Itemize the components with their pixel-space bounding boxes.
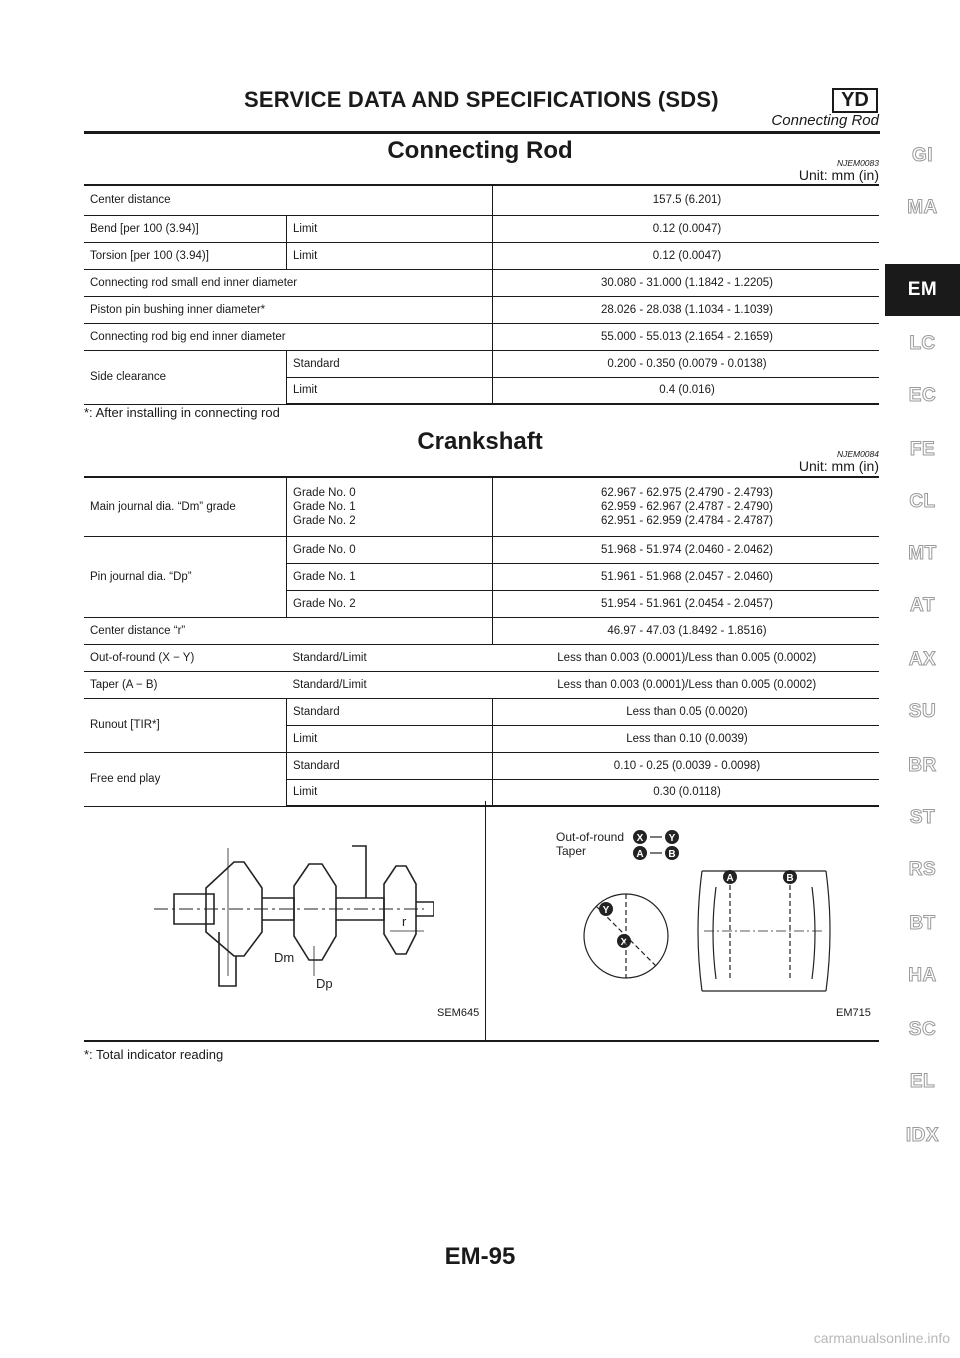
figure-row: [84, 801, 879, 1042]
tab-ma[interactable]: MA: [907, 197, 938, 218]
row-sublabel: Limit: [287, 779, 493, 806]
row-label: Connecting rod small end inner diameter: [84, 269, 493, 296]
row-label: Center distance: [84, 185, 493, 215]
row-value: 28.026 - 28.038 (1.1034 - 1.1039): [493, 296, 880, 323]
section-title-connecting-rod: Connecting Rod: [387, 137, 573, 164]
tab-at[interactable]: AT: [910, 595, 935, 616]
row-sublabel: Standard: [287, 350, 493, 377]
row-label: Pin journal dia. “Dp”: [84, 536, 287, 617]
table-row: [84, 698, 879, 725]
label-dp: Dp: [316, 976, 333, 991]
table-row: [84, 752, 879, 779]
header-title: SERVICE DATA AND SPECIFICATIONS (SDS): [244, 87, 719, 112]
tab-bt[interactable]: BT: [909, 913, 936, 934]
figure-divider: [485, 801, 486, 1040]
engine-code-badge: YD: [832, 88, 878, 113]
connecting-rod-table: [84, 184, 879, 405]
table-row: [84, 242, 879, 269]
label-r: r: [402, 914, 407, 929]
row-label: Torsion [per 100 (3.94)]: [84, 242, 287, 269]
row-sublabel: Limit: [287, 377, 493, 404]
grade-value: 62.967 - 62.975 (2.4790 - 2.4793): [601, 486, 773, 499]
crankshaft-table: [84, 476, 879, 807]
section-ref-connecting-rod: NJEM0083: [836, 158, 879, 168]
row-label: Piston pin bushing inner diameter*: [84, 296, 493, 323]
badge-y: Y: [668, 833, 676, 844]
table-row: [84, 215, 879, 242]
footnote-connecting-rod: *: After installing in connecting rod: [84, 405, 280, 420]
tab-lc[interactable]: LC: [909, 333, 936, 354]
row-label: Side clearance: [84, 350, 287, 404]
row-sublabel: Standard/Limit: [287, 671, 493, 698]
row-sublabel: Standard: [287, 752, 493, 779]
label-taper: Taper: [556, 844, 587, 858]
table-row: [84, 350, 879, 377]
row-value: 55.000 - 55.013 (2.1654 - 2.1659): [493, 323, 880, 350]
row-label: Center distance “r”: [84, 617, 493, 644]
tab-idx[interactable]: IDX: [905, 1125, 940, 1146]
grade-value: 62.951 - 62.959 (2.4784 - 2.4787): [601, 514, 773, 527]
row-label: Connecting rod big end inner diameter: [84, 323, 493, 350]
table-row: [84, 644, 879, 671]
tab-em[interactable]: EM: [885, 264, 960, 316]
grade-label: Grade No. 2: [293, 514, 356, 527]
tab-ha[interactable]: HA: [908, 965, 937, 986]
label-out-of-round: Out-of-round: [556, 830, 625, 844]
row-label: Runout [TIR*]: [84, 698, 287, 752]
row-sublabel: Grade No. 2: [287, 590, 493, 617]
tab-ax[interactable]: AX: [908, 649, 937, 670]
row-value: 0.10 - 0.25 (0.0039 - 0.0098): [493, 752, 880, 779]
journal-measurement-diagram: [554, 821, 854, 1001]
footnote-crankshaft: *: Total indicator reading: [84, 1047, 224, 1062]
row-value: 46.97 - 47.03 (1.8492 - 1.8516): [493, 617, 880, 644]
tab-sc[interactable]: SC: [908, 1019, 937, 1040]
row-sublabel: Grade No. 1: [287, 563, 493, 590]
row-value: Less than 0.05 (0.0020): [493, 698, 880, 725]
row-label: Free end play: [84, 752, 287, 806]
tab-mt[interactable]: MT: [908, 543, 937, 564]
tab-gi[interactable]: GI: [911, 145, 934, 166]
badge-x-circle: X: [620, 937, 628, 948]
table-row: [84, 323, 879, 350]
row-value: Less than 0.003 (0.0001)/Less than 0.005 (0.0002): [493, 671, 880, 698]
table-row: [84, 185, 879, 215]
row-sublabel: Limit: [287, 725, 493, 752]
grade-value: 62.959 - 62.967 (2.4787 - 2.4790): [601, 500, 773, 513]
row-value: 0.200 - 0.350 (0.0079 - 0.0138): [493, 350, 880, 377]
tab-st[interactable]: ST: [909, 807, 936, 828]
section-unit-crankshaft: Unit: mm (in): [798, 458, 879, 474]
row-value: 30.080 - 31.000 (1.1842 - 1.2205): [493, 269, 880, 296]
row-sublabel: [287, 477, 493, 536]
row-sublabel: Limit: [287, 215, 493, 242]
watermark: carmanualsonline.info: [813, 1330, 950, 1346]
badge-y-circle: Y: [602, 905, 610, 916]
row-sublabel: Limit: [287, 242, 493, 269]
badge-b-journal: B: [786, 873, 794, 884]
table-row: [84, 536, 879, 563]
table-row: [84, 617, 879, 644]
figure-caption-left: SEM645: [437, 1007, 480, 1019]
row-value: 51.961 - 51.968 (2.0457 - 2.0460): [493, 563, 880, 590]
section-unit-connecting-rod: Unit: mm (in): [798, 167, 879, 183]
label-dm: Dm: [274, 950, 295, 965]
row-sublabel: Grade No. 0: [287, 536, 493, 563]
grade-label: Grade No. 1: [293, 500, 356, 513]
row-value: 0.30 (0.0118): [493, 779, 880, 806]
row-sublabel: Standard/Limit: [287, 644, 493, 671]
tab-rs[interactable]: RS: [908, 859, 937, 880]
table-row: [84, 296, 879, 323]
tab-fe[interactable]: FE: [909, 439, 936, 460]
table-row: [84, 477, 879, 536]
row-value: Less than 0.003 (0.0001)/Less than 0.005 (0.0002): [493, 644, 880, 671]
header-rule: [84, 131, 880, 134]
row-value: Less than 0.10 (0.0039): [493, 725, 880, 752]
tab-el[interactable]: EL: [909, 1071, 936, 1092]
badge-x: X: [636, 833, 644, 844]
row-value: 51.954 - 51.961 (2.0454 - 2.0457): [493, 590, 880, 617]
row-label: Taper (A − B): [84, 671, 287, 698]
row-value: 0.12 (0.0047): [493, 215, 880, 242]
tab-su[interactable]: SU: [908, 701, 937, 722]
header-subtitle: Connecting Rod: [771, 112, 879, 129]
figure-caption-right: EM715: [836, 1007, 871, 1019]
badge-a-journal: A: [726, 873, 734, 884]
badge-a: A: [636, 849, 644, 860]
row-label: Bend [per 100 (3.94)]: [84, 215, 287, 242]
row-value: 0.4 (0.016): [493, 377, 880, 404]
section-title-crankshaft: Crankshaft: [417, 428, 543, 455]
table-row: [84, 671, 879, 698]
crankshaft-diagram: [144, 836, 434, 996]
row-value: 51.968 - 51.974 (2.0460 - 2.0462): [493, 536, 880, 563]
row-value: 0.12 (0.0047): [493, 242, 880, 269]
table-row: [84, 269, 879, 296]
tab-cl[interactable]: CL: [909, 491, 936, 512]
row-value: 157.5 (6.201): [493, 185, 880, 215]
section-ref-crankshaft: NJEM0084: [836, 449, 879, 459]
badge-b: B: [668, 849, 676, 860]
row-value: [493, 477, 880, 536]
row-sublabel: Standard: [287, 698, 493, 725]
row-label: Out-of-round (X − Y): [84, 644, 287, 671]
tab-ec[interactable]: EC: [908, 385, 937, 406]
tab-br[interactable]: BR: [908, 755, 937, 776]
page-number: EM-95: [444, 1243, 516, 1270]
grade-label: Grade No. 0: [293, 486, 356, 499]
row-label: Main journal dia. “Dm” grade: [84, 477, 287, 536]
